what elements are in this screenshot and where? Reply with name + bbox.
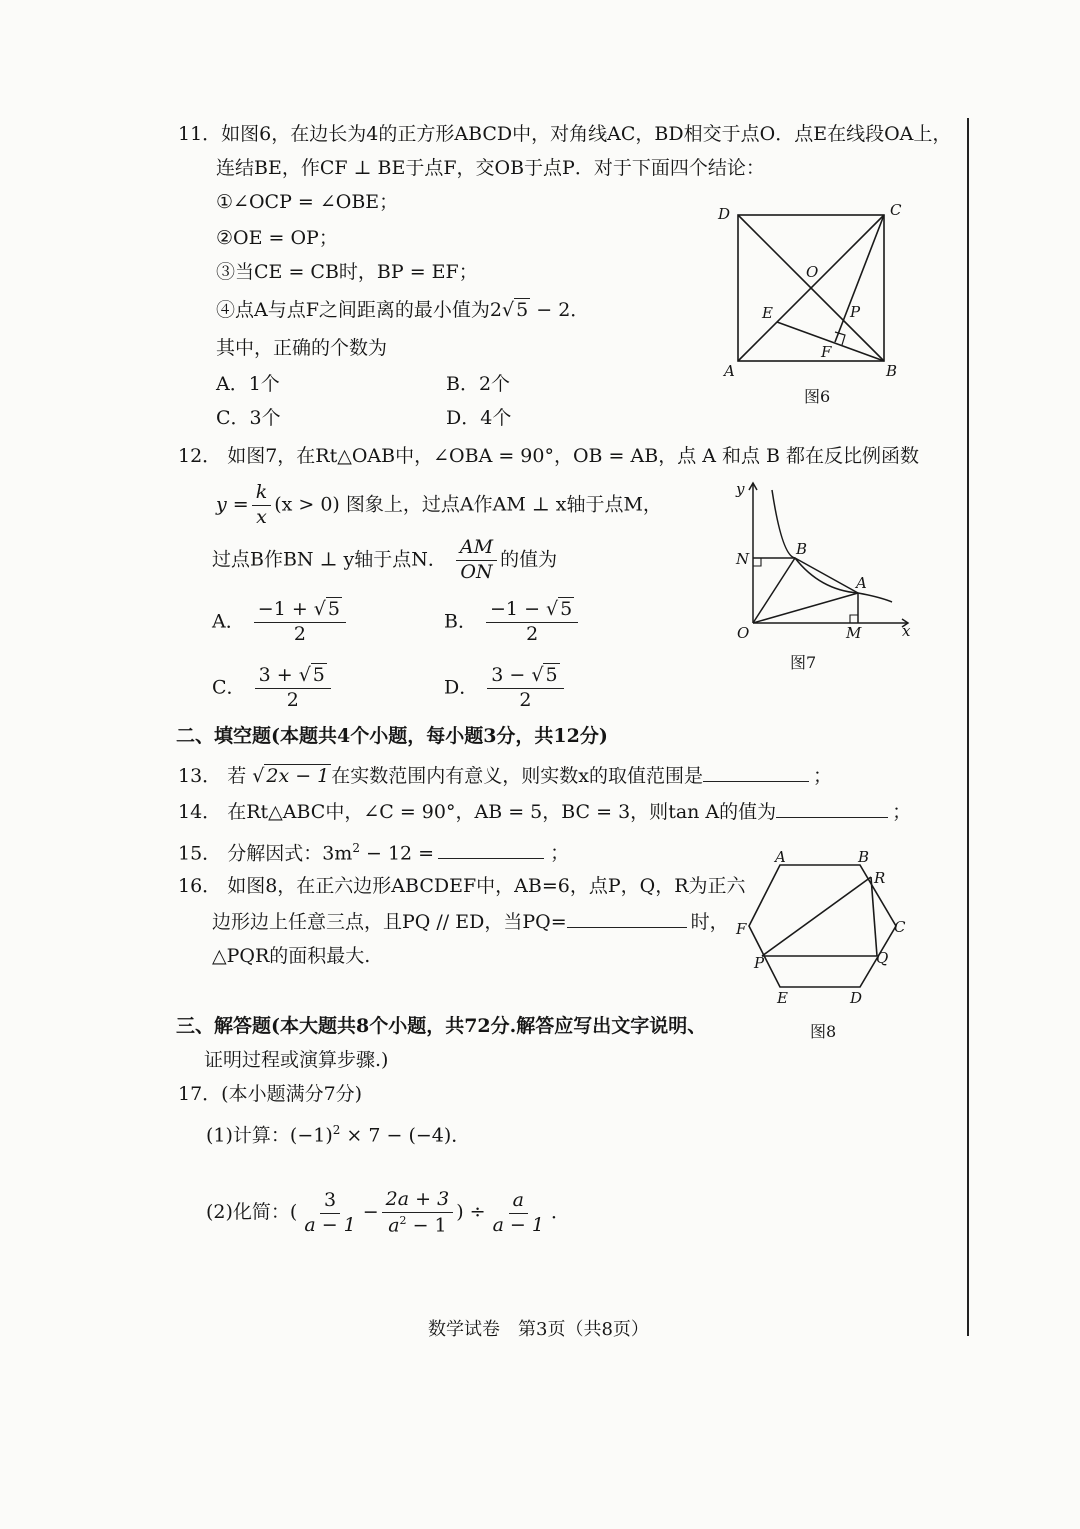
q11-conclusion-3: ③当CE = CB时，BP = EF； [216,261,478,283]
q11-conclusion-2: ②OE = OP； [216,227,338,249]
q11-conclusion-4: ④点A与点F之间距离的最小值为2√ 5 − 2． [216,299,590,321]
q14-answer-blank [776,803,888,818]
q11-option-a: A．1个 [216,373,280,395]
figure-7-graph-diagram [720,478,925,678]
page-footer: 数学试卷 第3页（共8页） [428,1319,649,1340]
fig8-label-b: B [858,848,870,866]
fig7-label-n: N [736,550,750,568]
figure-8-caption: 图8 [810,1022,837,1041]
fig7-label-m: M [846,624,862,642]
fig8-label-q: Q [876,949,889,967]
q15-answer-blank [438,844,544,859]
q11-stem-line2: 连结BE，作CF ⊥ BE于点F，交OB于点P．对于下面四个结论： [216,157,765,179]
fig6-label-o: O [806,263,819,281]
section-2-heading: 二、填空题(本题共4个小题，每小题3分，共12分) [176,725,608,747]
fig8-label-r: R [874,869,886,887]
q11-option-c: C．3个 [216,407,281,429]
q11-option-d: D．4个 [446,407,512,429]
fig6-label-p: P [850,303,861,321]
q16-line1: 16． 如图8，在正六边形ABCDEF中，AB=6，点P，Q，R为正六 [178,875,746,897]
q12-option-b: B． $\frac{-1 - √ 5}{2}$ [444,600,581,645]
fig8-label-e: E [777,989,788,1007]
fig6-label-e: E [762,304,773,322]
fig7-label-b: B [796,540,808,558]
q11-question: 其中，正确的个数为 [216,337,388,359]
q11-stem-line1: 11．如图6，在边长为4的正方形ABCD中，对角线AC，BD相交于点O．点E在线段OA上， [178,123,952,145]
fig6-label-b: B [886,362,898,380]
section-3-heading-line2: 证明过程或演算步骤.) [204,1049,389,1071]
figure-6-caption: 图6 [804,387,831,406]
fig6-label-f: F [821,343,832,361]
q16-line2: 边形边上任意三点，且PQ // ED，当PQ= 时， [212,911,729,933]
q17-part1: (1)计算：$(-1)^2 \times 7 - (-4)$． [206,1123,471,1147]
q11-option-b: B．2个 [446,373,511,395]
fig7-label-y: y [736,480,745,498]
fig8-label-p: P [754,954,765,972]
q17-part2: (2)化简：( $\frac{3}{a - 1}$ − $\frac{2a + 3}{a^2 - 1}$ ) ÷ $\frac{a}{a - 1}$ ． [206,1188,570,1237]
fig6-label-c: C [890,201,902,219]
q16-line3: △PQR的面积最大. [212,945,371,967]
q17-heading: 17．(本小题满分7分) [178,1083,363,1105]
fig8-label-a: A [775,848,786,866]
page-right-margin-line [967,118,969,1336]
q13-answer-blank [703,767,809,782]
q12-option-a: A． $\frac{-1 + √ 5}{2}$ [212,600,349,645]
q12-stem-line2: y = $\frac{k}{x}$ (x > 0) 图象上，过点A作AM ⊥ x轴于点M， [216,481,662,528]
q13-line: 13． 若 √ 2x − 1 在实数范围内有意义，则实数x的取值范围是 ； [178,765,833,787]
q15-line: 15． 分解因式：$3m^2 - 12$ = ； [178,841,570,865]
q12-option-c: C． $\frac{3 + √ 5}{2}$ [212,666,334,711]
q16-answer-blank [567,913,687,928]
q12-stem-line3: 过点B作BN ⊥ y轴于点N． $\frac{AM}{ON}$ 的值为 [212,536,558,583]
q14-line: 14． 在Rt△ABC中，∠C = 90°，AB = 5，BC = 3，则tan A的值为 ； [178,801,912,823]
section-3-heading-line1: 三、解答题(本大题共8个小题，共72分.解答应写出文字说明、 [176,1015,707,1037]
q11-conclusion-1: ①∠OCP = ∠OBE； [216,191,399,213]
fig7-label-a: A [856,574,867,592]
fig6-label-d: D [718,205,731,223]
figure-8-hexagon-diagram [730,845,920,1045]
figure-6-square-diagram [700,195,920,410]
fig7-label-o: O [737,624,750,642]
fig6-label-a: A [724,362,735,380]
q12-option-d: D． $\frac{3 - √ 5}{2}$ [444,666,567,711]
q12-stem-line1: 12． 如图7，在Rt△OAB中，∠OBA = 90°，OB = AB，点 A 和点 B 都在反比例函数 [178,445,920,467]
fig8-label-d: D [850,989,863,1007]
fig8-label-f: F [736,920,747,938]
figure-7-caption: 图7 [790,653,817,672]
fig8-label-c: C [894,918,906,936]
fig7-label-x: x [902,622,911,640]
